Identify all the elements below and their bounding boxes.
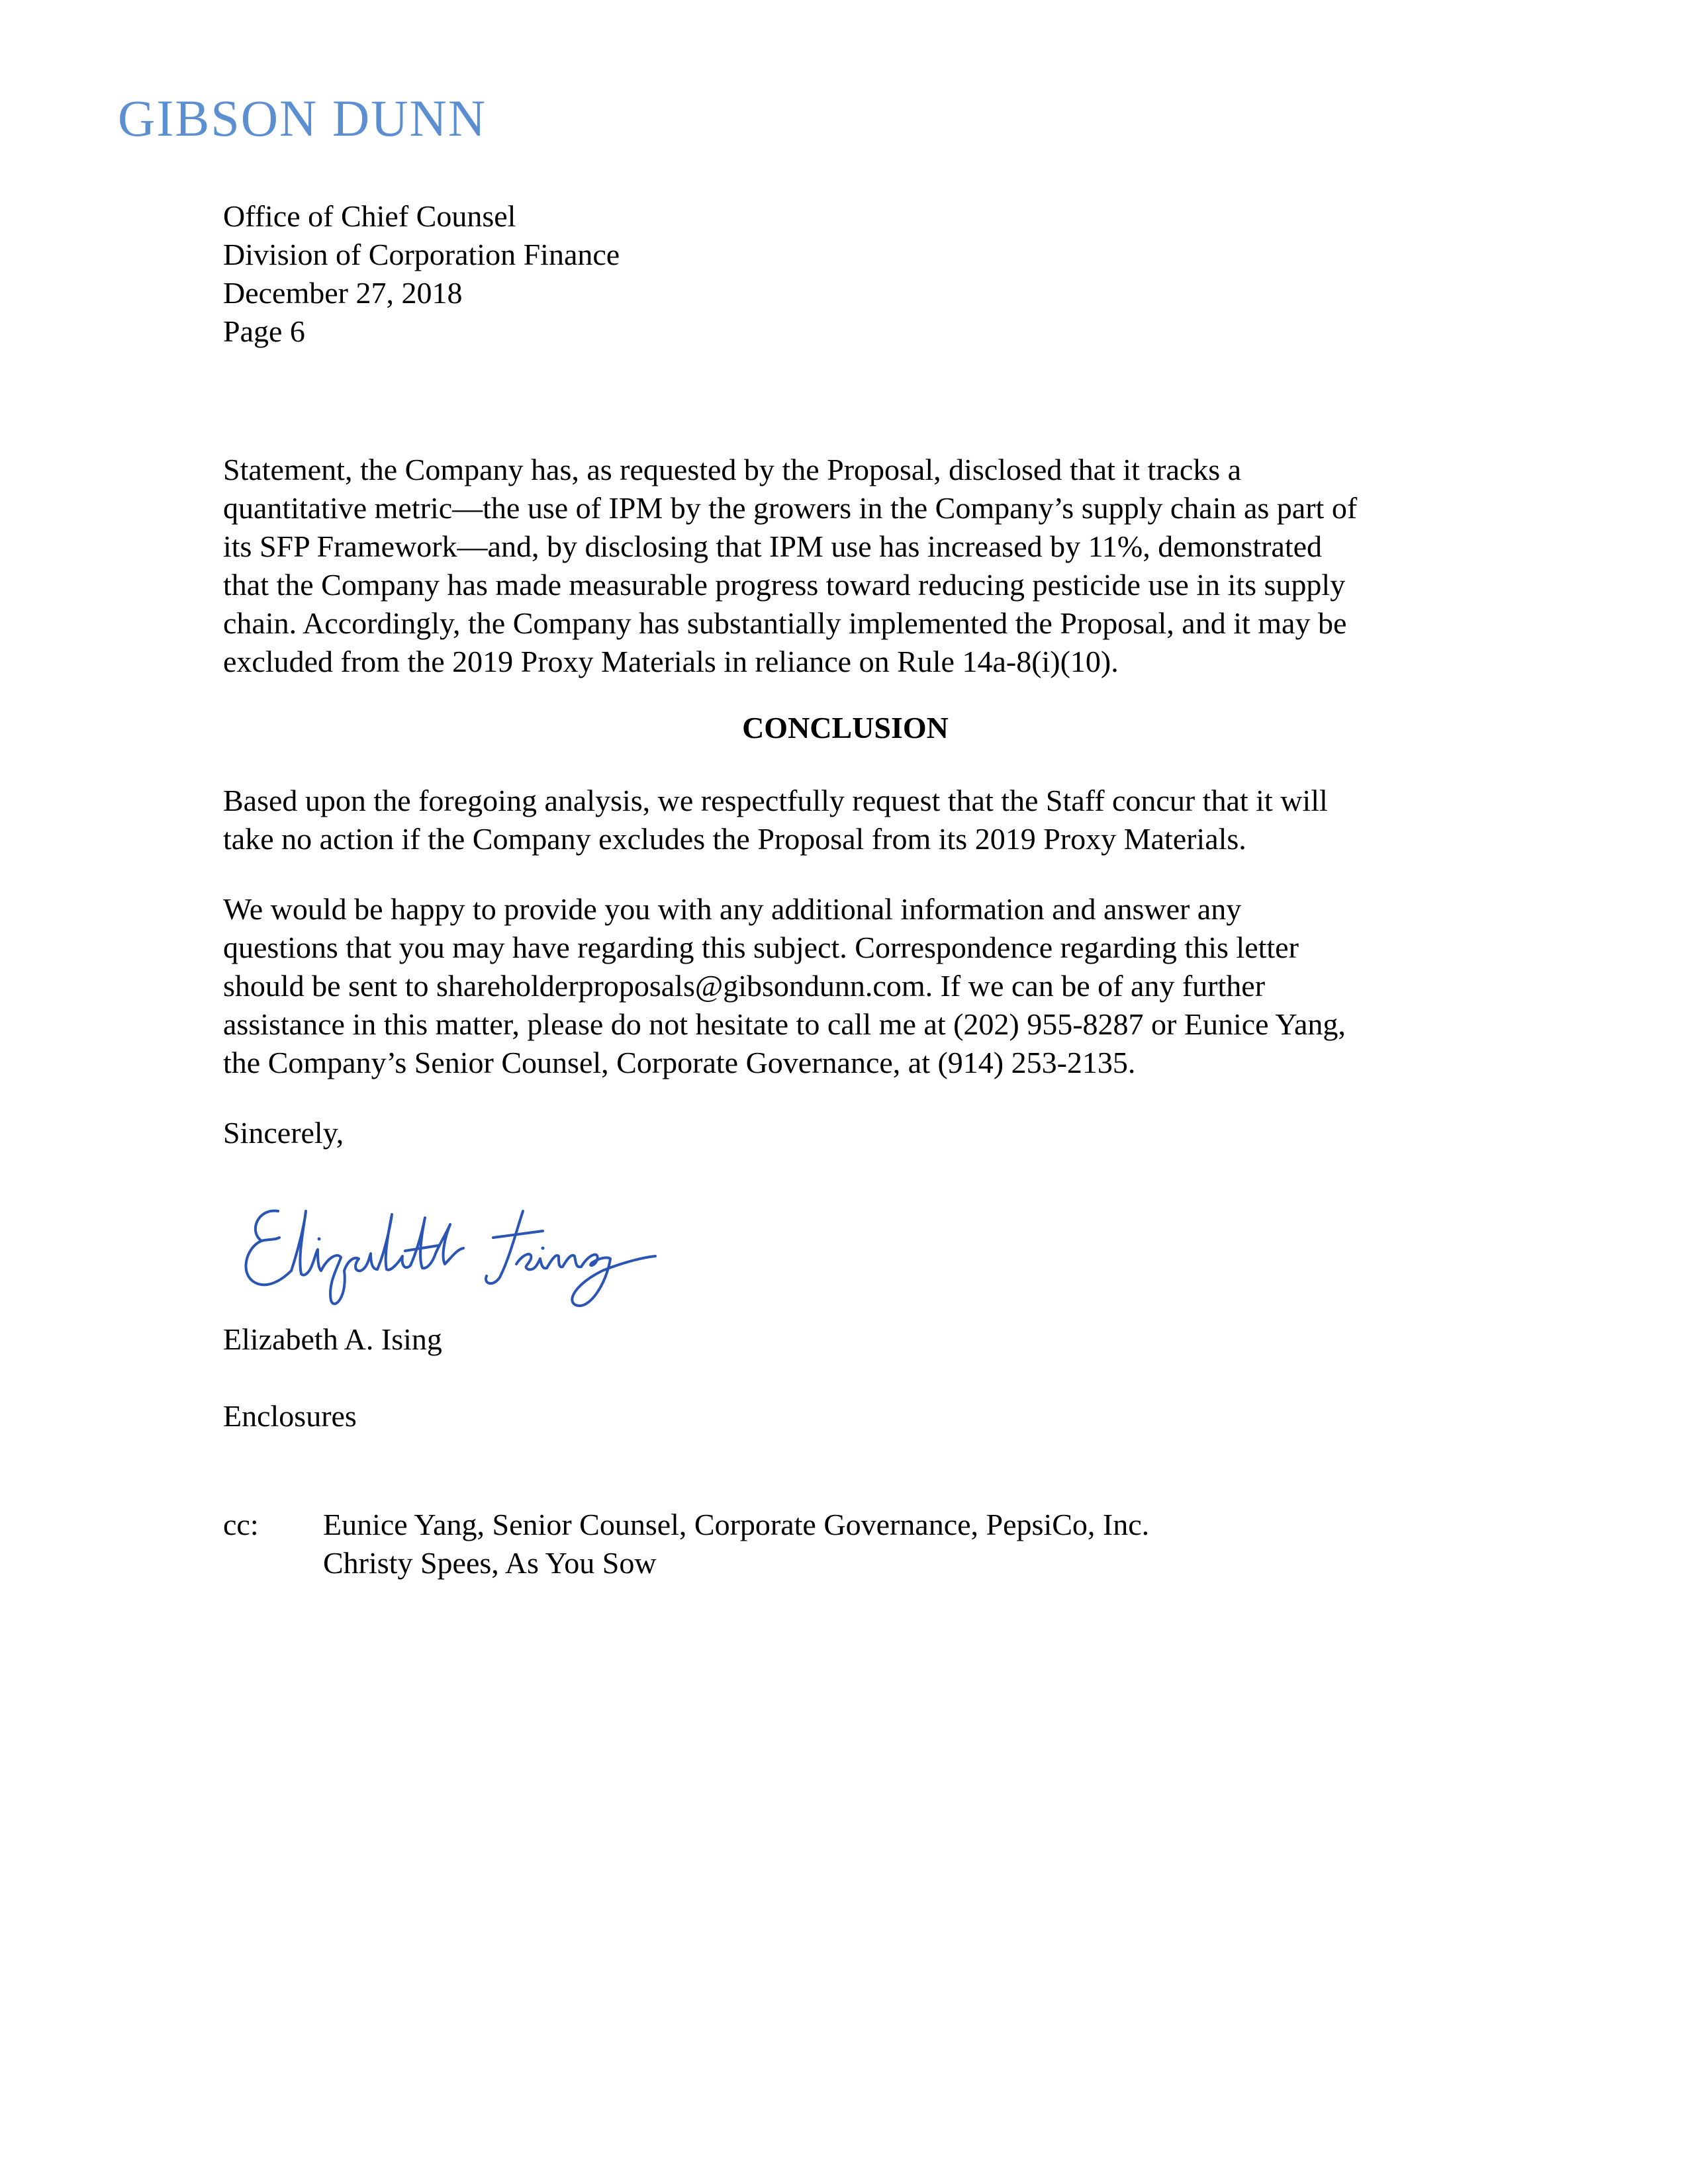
text-line: take no action if the Company excludes the Proposal from its 2019 Proxy Materials. bbox=[223, 822, 1246, 856]
text-line: Based upon the foregoing analysis, we respectfully request that the Staff concur that it will bbox=[223, 784, 1328, 817]
text-line: chain. Accordingly, the Company has substantially implemented the Proposal, and it may be bbox=[223, 606, 1347, 640]
text-line: should be sent to shareholderproposals@gibsondunn.com. If we can be of any further bbox=[223, 969, 1266, 1003]
text-line: quantitative metric—the use of IPM by the growers in the Company’s supply chain as part of bbox=[223, 491, 1358, 525]
text-line: excluded from the 2019 Proxy Materials in reliance on Rule 14a-8(i)(10). bbox=[223, 645, 1119, 678]
body-paragraph-2 bbox=[223, 782, 1468, 858]
text-line: the Company’s Senior Counsel, Corporate Governance, at (914) 253-2135. bbox=[223, 1046, 1136, 1079]
text-line: Statement, the Company has, as requested by the Proposal, disclosed that it tracks a bbox=[223, 453, 1242, 486]
text-line: that the Company has made measurable progress toward reducing pesticide use in its supply bbox=[223, 568, 1346, 602]
cc-recipient: Christy Spees, As You Sow bbox=[323, 1546, 657, 1580]
text-line: its SFP Framework—and, by disclosing that IPM use has increased by 11%, demonstrated bbox=[223, 529, 1323, 563]
body-paragraph-1 bbox=[223, 451, 1468, 681]
cc-recipient-list bbox=[323, 1506, 1149, 1582]
header-line-page: Page 6 bbox=[223, 314, 305, 348]
section-heading: CONCLUSION bbox=[742, 711, 949, 745]
text-line: questions that you may have regarding this subject. Correspondence regarding this letter bbox=[223, 931, 1299, 964]
text-line: assistance in this matter, please do not hesitate to call me at (202) 955-8287 or Eunice Yang, bbox=[223, 1007, 1346, 1041]
signer-name: Elizabeth A. Ising bbox=[223, 1322, 442, 1356]
enclosures-note: Enclosures bbox=[223, 1399, 357, 1433]
text-line: We would be happy to provide you with any additional information and answer any bbox=[223, 892, 1242, 926]
handwritten-signature bbox=[232, 1185, 669, 1317]
salutation: Sincerely, bbox=[223, 1116, 344, 1150]
letter-header bbox=[223, 197, 620, 351]
header-line-recipient: Office of Chief Counsel bbox=[223, 199, 516, 233]
cc-label: cc: bbox=[223, 1508, 259, 1541]
header-line-date: December 27, 2018 bbox=[223, 276, 463, 310]
body-paragraph-3 bbox=[223, 890, 1468, 1082]
company-logo: GIBSON DUNN bbox=[118, 89, 487, 147]
header-line-division: Division of Corporation Finance bbox=[223, 238, 620, 271]
cc-recipient: Eunice Yang, Senior Counsel, Corporate Governance, PepsiCo, Inc. bbox=[323, 1508, 1150, 1541]
